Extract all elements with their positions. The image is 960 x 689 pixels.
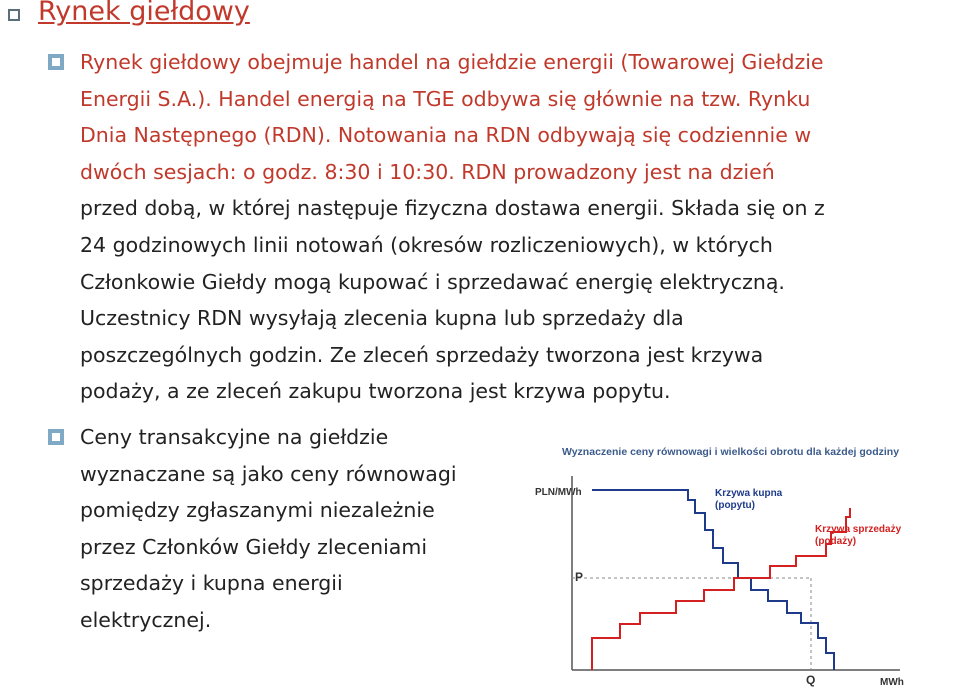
- demand-label-line-1: Krzywa kupna: [715, 488, 783, 499]
- x-axis-label: MWh: [880, 677, 904, 688]
- bullet-2-icon: [48, 429, 64, 445]
- paragraph-1: [80, 44, 960, 410]
- paragraph-2-line: pomiędzy zgłaszanymi niezależnie: [80, 498, 435, 523]
- paragraph-1-line: Uczestnicy RDN wysyłają zlecenia kupna lub sprzedaży dla: [80, 306, 684, 331]
- paragraph-1-line: dwóch sesjach: o godz. 8:30 i 10:30. RDN prowadzony jest na dzień: [80, 159, 775, 184]
- paragraph-2-line: wyznaczane są jako ceny równowagi: [80, 461, 457, 486]
- quantity-marker: Q: [806, 673, 816, 687]
- supply-label-line-2: (podaży): [815, 536, 857, 547]
- paragraph-1-line: przed dobą, w której następuje fizyczna dostawa energii. Składa się on z: [80, 196, 825, 221]
- title-bullet-icon: [8, 9, 20, 21]
- supply-demand-chart: [530, 438, 910, 688]
- paragraph-1-line: poszczególnych godzin. Ze zleceń sprzedaży tworzona jest krzywa: [80, 342, 764, 367]
- demand-label-line-2: (popytu): [715, 500, 755, 511]
- paragraph-1-line: Członkowie Giełdy mogą kupować i sprzedawać energię elektryczną.: [80, 269, 785, 294]
- slide-title: Rynek giełdowy: [38, 0, 250, 27]
- paragraph-2-line: elektrycznej.: [80, 607, 212, 632]
- bullet-1-icon: [48, 54, 64, 70]
- paragraph-2-line: Ceny transakcyjne na giełdzie: [80, 425, 389, 449]
- paragraph-1-line: Energii S.A.). Handel energią na TGE odbywa się głównie na tzw. Rynku: [80, 86, 811, 111]
- chart-title: Wyznaczenie ceny równowagi i wielkości obrotu dla każdej godziny: [562, 446, 900, 458]
- supply-label-line-1: Krzywa sprzedaży: [815, 524, 902, 535]
- paragraph-2-line: sprzedaży i kupna energii: [80, 571, 343, 596]
- y-axis-label: PLN/MWh: [535, 487, 582, 498]
- paragraph-1-line: Dnia Następnego (RDN). Notowania na RDN odbywają się codziennie w: [80, 123, 812, 148]
- series-demand-line: [592, 490, 834, 670]
- paragraph-1-line: podaży, a ze zleceń zakupu tworzona jest krzywa popytu.: [80, 379, 671, 404]
- price-marker: P: [575, 570, 584, 584]
- paragraph-2: [80, 419, 540, 639]
- paragraph-1-line: Rynek giełdowy obejmuje handel na giełdzie energii (Towarowej Giełdzie: [80, 50, 824, 74]
- paragraph-2-line: przez Członków Giełdy zleceniami: [80, 534, 428, 559]
- paragraph-1-line: 24 godzinowych linii notowań (okresów rozliczeniowych), w których: [80, 232, 773, 257]
